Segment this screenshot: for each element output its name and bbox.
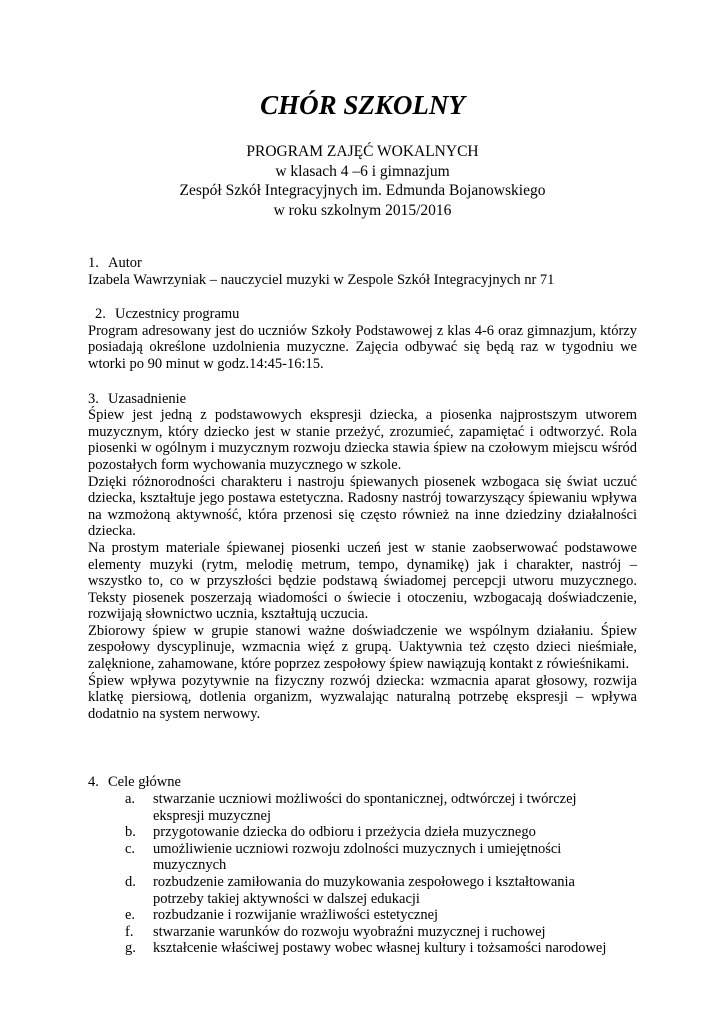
list-item-letter: b. [125,824,136,841]
list-item-text: przygotowanie dziecka do odbioru i przeżycia dzieła muzycznego [153,824,536,841]
section-participants [88,306,637,372]
list-item-text: stwarzanie uczniowi możliwości do spontanicznej, odtwórczej i twórczej ekspresji muzycznej [153,791,577,824]
list-item [88,940,637,957]
section-number: 4. [88,774,99,791]
list-item [88,791,637,824]
list-item-letter: c. [125,840,136,857]
rationale-paragraph: Dzięki różnorodności charakteru i nastroju śpiewanych piosenek wzbogaca się świat uczuć dziecka, kształtuje jego postawa estetyczna. Radosny nastrój towarzyszący śpiewaniu wpływa na wzmożoną aktywność, która przenosi się często również na inne dziedziny działalności dziecka. [88,473,637,540]
section-heading [88,255,637,272]
section-heading [88,306,637,323]
section-heading [88,391,637,408]
document-subtitle [88,142,637,220]
rationale-paragraph: Na prostym materiale śpiewanej piosenki uczeń jest w stanie zaobserwować podstawowe elementy muzyki (rytm, melodię metrum, tempo, dynamikę) jak i charakter, nastrój – wszystko to, co w przyszłości będzie podstawą świadomej percepcji utworu muzycznego. Teksty piosenek poszerzają wiadomości o świecie i otoczeniu, wzbogacają doświadczenie, rozwijają słownictwo ucznia, kształtują uczucia. [88,539,637,623]
list-item-letter: g. [125,940,136,957]
list-item-text: kształcenie właściwej postawy wobec własnej kultury i tożsamości narodowej [153,940,607,957]
section-number: 3. [88,390,99,407]
goals-list [88,791,637,957]
section-author [88,255,637,288]
list-item [88,874,637,907]
list-item-text: rozbudzanie i rozwijanie wrażliwości estetycznej [153,907,439,924]
subtitle-line-1: PROGRAM ZAJĘĆ WOKALNYCH [246,143,479,160]
section-title: Uzasadnienie [108,390,187,407]
section-number: 1. [88,255,99,271]
rationale-paragraph: Śpiew wpływa pozytywnie na fizyczny rozwój dziecka: wzmacnia aparat głosowy, rozwija klatkę piersiową, dotlenia organizm, wyzwalając naturalną potrzebę ekspresji – wpływa dodatnio na system nerwowy. [88,672,637,722]
list-item-text: stwarzanie warunków do rozwoju wyobraźni muzycznej i ruchowej [153,923,546,940]
section-title: Uczestnicy programu [115,306,240,323]
list-item-letter: a. [125,791,136,808]
author-text: Izabela Wawrzyniak – nauczyciel muzyki w Zespole Szkół Integracyjnych nr 71 [88,271,555,288]
list-item-text: rozbudzenie zamiłowania do muzykowania zespołowego i kształtowania potrzeby takiej aktywności w dalszej edukacji [153,874,575,907]
list-item-text: umożliwienie uczniowi rozwoju zdolności muzycznych i umiejętności muzycznych [153,840,562,874]
list-item [88,924,637,941]
document-page [88,88,637,957]
rationale-paragraph: Zbiorowy śpiew w grupie stanowi ważne doświadczenie we wspólnym działaniu. Śpiew zespołowy dyscyplinuje, wzmacnia więź z grupą. Uaktywnia też często dzieci nieśmiałe, zalęknione, zahamowane, które poprzez zespołowy śpiew nawiązują kontakt z rówieśnikami. [88,622,637,673]
list-item [88,907,637,924]
document-title: CHÓR SZKOLNY [260,90,465,120]
subtitle-line-3: Zespół Szkół Integracyjnych im. Edmunda Bojanowskiego [179,182,546,199]
section-heading [88,774,637,791]
section-rationale [88,391,637,723]
list-item [88,841,637,874]
list-item-letter: f. [125,923,134,940]
rationale-paragraph: Śpiew jest jedną z podstawowych ekspresji dziecka, a piosenka najprostszym utworem muzycznym, który dziecko jest w stanie przeżyć, zrozumieć, zapamiętać i odtworzyć. Rola piosenki w ogólnym i muzycznym rozwoju dziecka stawia śpiew na czołowym miejscu wśród pozostałych form wychowania muzycznego w szkole. [88,407,637,473]
section-number: 2. [95,306,106,323]
section-goals [88,774,637,957]
subtitle-line-4: w roku szkolnym 2015/2016 [273,201,452,219]
list-item [88,824,637,841]
subtitle-line-2: w klasach 4 –6 i gimnazjum [275,162,450,180]
section-title: Cele główne [108,774,181,791]
list-item-letter: e. [125,907,136,924]
section-title: Autor [108,255,142,271]
list-item-letter: d. [125,874,136,890]
participants-text: Program adresowany jest do uczniów Szkoły Podstawowej z klas 4-6 oraz gimnazjum, którzy posiadają określone uzdolnienia muzyczne. Zajęcia odbywać się będą raz w tygodniu we wtorki po 90 minut w godz.14:45-16:15. [88,322,637,372]
